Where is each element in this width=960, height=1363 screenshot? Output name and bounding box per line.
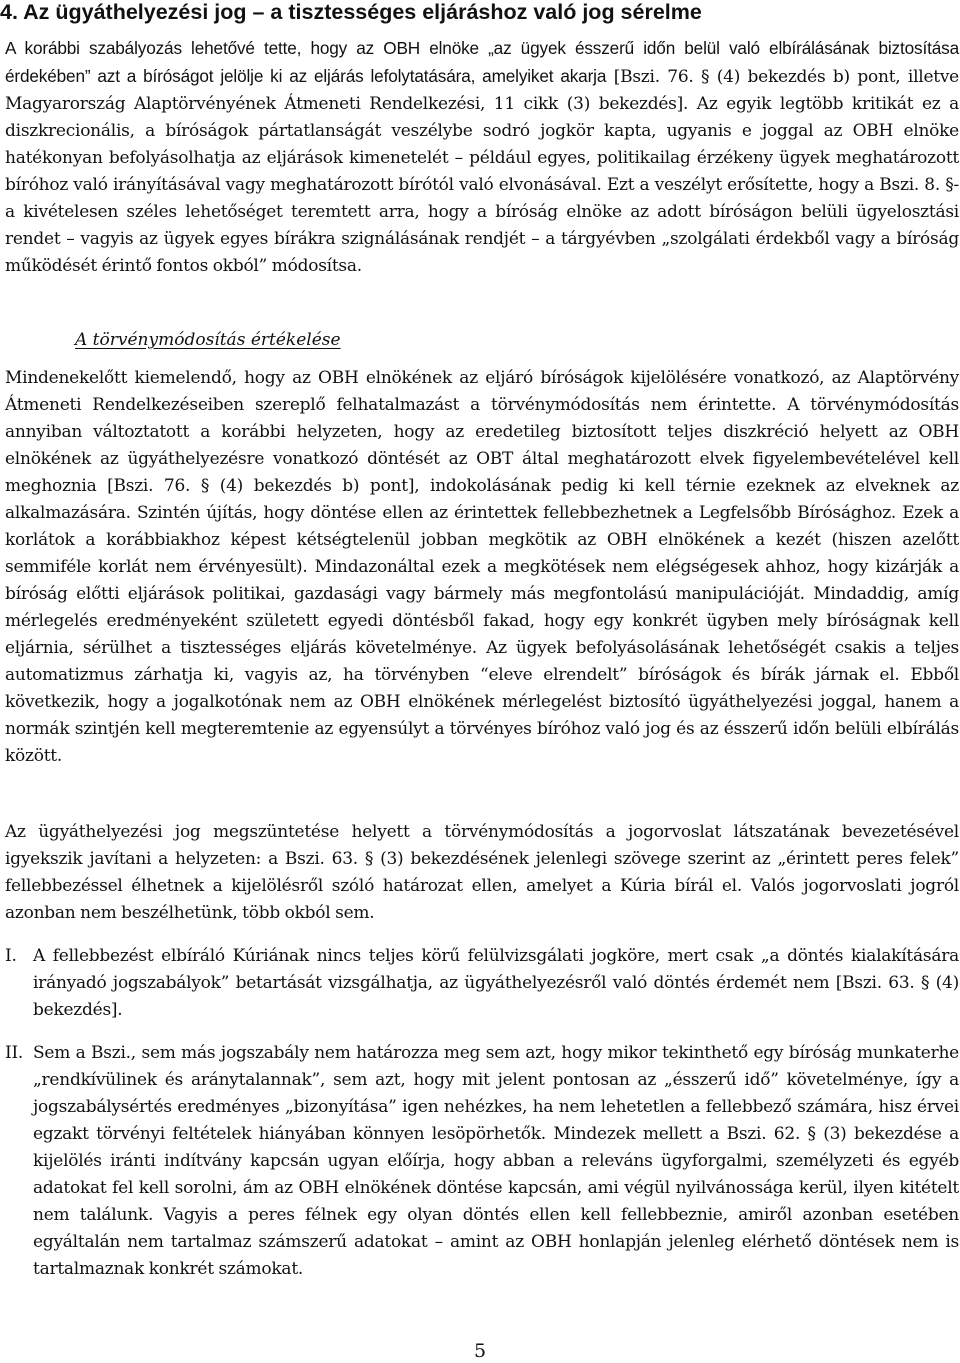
list-item	[5, 1040, 959, 1283]
paragraph-intro-sans-text: A korábbi szabályozás lehetővé tette, hogy az OBH elnöke „az ügyek ésszerű időn belül való elbírálásának biztosítása érdekében” azt a bíróságot jelölje ki az eljárás lefolytatására, amelyiket akarja	[5, 38, 959, 86]
list-item	[5, 943, 959, 1024]
list-item-number: I.	[5, 946, 17, 966]
paragraph-appeal: Az ügyáthelyezési jog megszüntetése helyett a törvénymódosítás a jogorvoslat látszatának bevezetésével igyekszik javítani a helyzeten: a Bszi. 63. § (3) bekezdésének jelenlegi szövege szerint az „érintett peres felek” fellebbezéssel élhetnek a kijelölésről szóló határozat ellen, amelyet a Kúria bírál el. Valós jogorvoslati jogról azonban nem beszélhetünk, több okból sem.	[5, 822, 959, 923]
paragraph-intro	[5, 35, 959, 280]
paragraph-evaluation: Mindenekelőtt kiemelendő, hogy az OBH elnökének az eljáró bíróságok kijelölésére vonatkozó, az Alaptörvény Átmeneti Rendelkezéseiben szereplő felhatalmazást a törvénymódosítás nem érintette. A törvénymódosítás annyiban változtatott a korábbi helyzeten, hogy az eredetileg biztosított teljes diszkréció helyett az OBH elnökének az ügyáthelyezésre vonatkozó döntését az OBT által meghatározott elvek figyelembevételével kell meghoznia [Bszi. 76. § (4) bekezdés b) pont], indokolásának pedig ki kell térnie ezeknek az elveknek az alkalmazására. Szintén újítás, hogy döntése ellen az érintettek fellebbezhetnek a Legfelsőbb Bírósághoz. Ezek a korlátok a korábbiakhoz képest kétségtelenül jobban megkötik az OBH elnökének a kezét (hiszen azelőtt semmiféle korlát nem érvényesült). Mindazonáltal ezek a megkötések nem elégségesek ahhoz, hogy kizárják a bíróság előtti eljárások politikai, gazdasági vagy bármely más megfontolású manipulációját. Mindaddig, amíg mérlegelés eredményeként született egyedi döntésből fakad, hogy egy konkrét ügyben mely bíróságnak kell eljárnia, sérülhet a tisztességes eljárás követelménye. Az ügyek befolyásolásának lehetőségét csakis a teljes automatizmus zárhatja ki, vagyis az, ha törvényben “eleve elrendelt” bíróságok és bírák járnak el. Ebből következik, hogy a jogalkotónak nem az OBH elnökének mérlegelést biztosító ügyáthelyezési joggal, hanem a normák szintjén kell megteremtenie az egyensúlyt a törvényes bíróhoz való jog és az ésszerű időn belüli elbírálás között.	[5, 368, 959, 766]
list-item-text: A fellebbezést elbíráló Kúriának nincs teljes körű felülvizsgálati jogköre, mert csak „a döntés kialakítására irányadó jogszabályok” betartását vizsgálhatja, az ügyáthelyezésről való döntés érdemét nem [Bszi. 63. § (4) bekezdés].	[33, 946, 959, 1020]
paragraph-intro-text: [Bszi. 76. § (4) bekezdés b) pont, illetve Magyarország Alaptörvényének Átmeneti Rendelkezési, 11 cikk (3) bekezdés]. Az egyik legtöbb kritikát ez a diszkrecionális, a bíróságok pártatlanságát veszélybe sodró jogkör kapta, ugyanis e joggal az OBH elnöke hatékonyan befolyásolhatja az eljárások kimenetelét – például egyes, politikailag érzékeny ügyek meghatározott bíróhoz való irányításával vagy meghatározott bírótól való elvonásával. Ezt a veszélyt erősítette, hogy a Bszi. 8. §-a kivételesen széles lehetőséget teremtett arra, hogy a bíróság elnöke az adott bíróságon belüli ügyelosztási rendet – vagyis az ügyek egyes bírákra szignálásának rendjét – a tárgyévben „szolgálati érdekből vagy a bíróság működését érintő fontos okból” módosítsa.	[5, 67, 959, 276]
section-heading: 4. Az ügyáthelyezési jog – a tisztességes eljáráshoz való jog sérelme	[0, 0, 702, 24]
list-item-number: II.	[5, 1043, 24, 1063]
page-number: 5	[473, 1340, 487, 1362]
subheading-evaluation: A törvénymódosítás értékelése	[75, 330, 341, 350]
list-item-text: Sem a Bszi., sem más jogszabály nem határozza meg sem azt, hogy mikor tekinthető egy bíróság munkaterhe „rendkívülinek és aránytalannak”, sem azt, hogy mit jelent pontosan az „ésszerű idő” követelménye, így a jogszabálysértés eredményes „bizonyítása” igen nehézkes, ha nem lehetetlen a fellebbező számára, hisz érvei egzakt törvényi feltételek hiányában könnyen lesöpörhetők. Mindezek mellett a Bszi. 62. § (3) bekezdése a kijelölés iránti indítvány kapcsán ugyan előírja, hogy abban a releváns ügyforgalmi, személyzeti és egyéb adatokat fel kell sorolni, ám az OBH elnökének döntése kapcsán, ami végül nyilvánossága kerül, ilyen kitételt nem találunk. Vagyis a peres félnek egy olyan döntés ellen kell fellebbeznie, amiről azonban esetében egyáltalán nem tartalmaz számszerű adatokat – amint az OBH honlapján jelenleg elérhető döntések nem is tartalmaznak konkrét számokat.	[33, 1043, 959, 1279]
